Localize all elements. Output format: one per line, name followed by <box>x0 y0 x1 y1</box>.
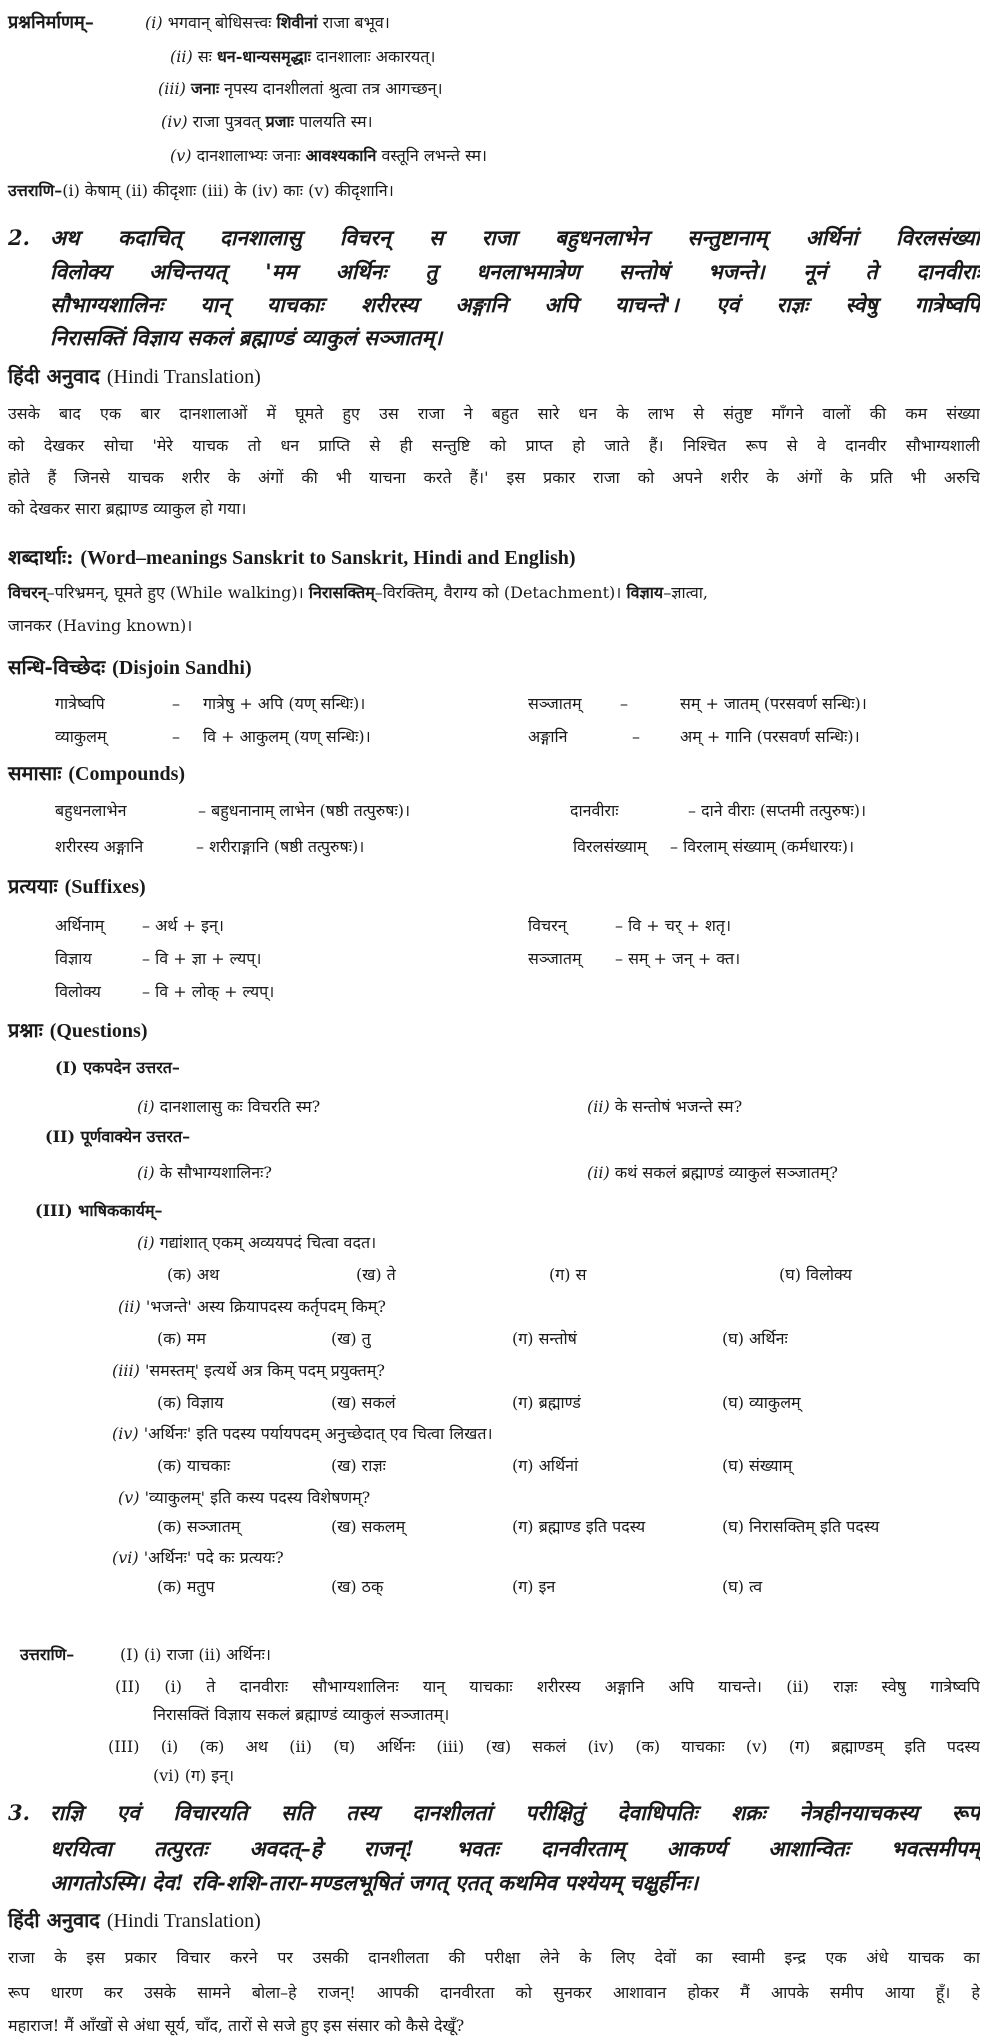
question-number: (i) <box>137 1233 155 1252</box>
suffix-split: – वि + चर् + शतृ। <box>615 916 732 935</box>
question-text: गद्यांशात् एकम् अव्ययपदं चित्वा वदत। <box>159 1233 377 1252</box>
meaning: –ज्ञात्वा, <box>663 583 708 602</box>
heading-hi: हिंदी अनुवाद <box>8 364 100 388</box>
item-number: (v) <box>170 146 192 165</box>
passage-line: सौभाग्यशालिनः यान् याचकाः शरीरस्य अङ्गानि अपि याचन्ते'। एवं राज्ञः स्वेषु गात्रेष्वपि <box>50 292 980 317</box>
answer-line: निरासक्तिं विज्ञाय सकलं ब्रह्माण्डं व्याकुलं सञ्जातम्। <box>153 1705 450 1724</box>
item-bold: आवश्यकानि <box>305 146 377 165</box>
item-text: राजा बभूव। <box>322 13 390 32</box>
passage-number: 2. <box>8 225 30 250</box>
sandhi-dash: – <box>632 727 640 746</box>
item-text: नृपस्य दानशीलतां श्रुत्वा तत्र आगच्छन्। <box>224 79 443 98</box>
question-text: के सन्तोषं भजन्ते स्म? <box>614 1097 743 1116</box>
question-text: दानशालासु कः विचरति स्म? <box>159 1097 321 1116</box>
question-number: (vi) <box>112 1548 139 1567</box>
compound-split: – बहुधनानाम् लाभेन (षष्ठी तत्पुरुषः)। <box>198 801 411 820</box>
heading-en: (Hindi Translation) <box>106 366 261 388</box>
translation-line: को देखकर सोचा 'मेरे याचक तो धन प्राप्ति से ही सन्तुष्टि को प्राप्त हो जाते हैं। निश्चित रूप से वे दानवीर सौभाग्यशाली <box>8 436 980 455</box>
answer-line: (I) (i) राजा (ii) अर्थिनः। <box>120 1645 271 1664</box>
answers-label: उत्तराणि– <box>8 181 63 200</box>
item-number: (iii) <box>158 79 186 98</box>
suffix-split: – वि + ज्ञा + ल्यप्। <box>142 949 262 968</box>
item-text: सः <box>197 47 212 66</box>
item-number: (i) <box>145 13 163 32</box>
question-group-label: (II) पूर्णवाक्येन उत्तरत– <box>45 1127 191 1146</box>
option: (क) याचकाः <box>157 1456 231 1475</box>
option: (ग) स <box>549 1265 587 1284</box>
question <box>587 1095 742 1119</box>
q-formation-label: प्रश्ननिर्माणम्– <box>8 12 94 33</box>
option: (घ) अर्थिनः <box>722 1329 788 1348</box>
sandhi-word: सञ्जातम् <box>528 694 582 713</box>
item-number: (ii) <box>170 47 193 66</box>
suffix-split: – वि + लोक् + ल्यप्। <box>142 982 275 1001</box>
passage-line: धरयित्वा तत्पुरतः अवदत्–हे राजन्! भवतः दानवीरताम् आकर्ण्य आशान्वितः भवत्समीपम् <box>50 1836 980 1861</box>
suffix-word: अर्थिनाम् <box>55 916 105 935</box>
option: (घ) त्व <box>722 1577 763 1596</box>
q-formation-item <box>158 77 443 101</box>
word-meanings-line <box>8 581 708 605</box>
item-text: वस्तूनि लभन्ते स्म। <box>381 146 487 165</box>
sandhi-word: व्याकुलम् <box>55 727 107 746</box>
translation-line: को देखकर सारा ब्रह्माण्ड व्याकुल हो गया। <box>8 499 247 518</box>
item-bold: धन-धान्यसमृद्धाः <box>216 47 311 66</box>
section-heading-sandhi <box>8 653 252 681</box>
option: (ख) ते <box>356 1265 396 1284</box>
sandhi-split: सम् + जातम् (परसवर्ण सन्धिः)। <box>680 694 867 713</box>
option: (ख) तु <box>331 1329 371 1348</box>
option: (ग) ब्रह्माण्डं <box>512 1393 581 1412</box>
question-text: कथं सकलं ब्रह्माण्डं व्याकुलं सञ्जातम्? <box>614 1163 839 1182</box>
translation-line: रूप धारण कर उसके सामने बोला–हे राजन्! आपकी दानवीरता को सुनकर आशावान होकर मैं आपके समीप आया हूँ। हे <box>8 1983 980 2002</box>
passage-line: आगतोऽस्मि। देव! रवि-शशि-तारा-मण्डलभूषितं जगत् एतत् कथमिव पश्येयम् चक्षुर्हीनः। <box>50 1870 699 1895</box>
translation-line: होते हैं जिनसे याचक शरीर के अंगों की भी याचना करते हैं।' इस प्रकार राजा को अपने शरीर के अंगों के प्रति भी अरुचि <box>8 468 980 487</box>
heading-en: (Word–meanings Sanskrit to Sanskrit, Hindi and English) <box>80 547 576 569</box>
question-number: (iv) <box>112 1424 139 1443</box>
question-number: (v) <box>118 1488 140 1507</box>
question-group-label: (III) भाषिककार्यम्– <box>35 1201 163 1220</box>
item-text: पालयति स्म। <box>299 112 373 131</box>
heading-hi: हिंदी अनुवाद <box>8 1908 100 1932</box>
answers-text: (i) केषाम् (ii) कीदृशाः (iii) के (iv) काः (v) कीदृशानि। <box>62 181 394 200</box>
passage-line: विलोक्य अचिन्तयत् 'मम अर्थिनः तु धनलाभमात्रेण सन्तोषं भजन्ते। नूनं ते दानवीराः <box>50 259 980 284</box>
item-text: भगवान् बोधिसत्त्वः <box>167 13 272 32</box>
suffix-split: – अर्थ + इन्। <box>142 916 224 935</box>
heading-hi: शब्दार्थाः <box>8 545 67 569</box>
passage-line: राज्ञि एवं विचारयति सति तस्य दानशीलतां परीक्षितुं देवाधिपतिः शक्रः नेत्रहीनयाचकस्य रूपं <box>50 1800 980 1825</box>
q-formation-item <box>145 11 390 35</box>
compound-split: – दाने वीराः (सप्तमी तत्पुरुषः)। <box>688 801 867 820</box>
question <box>118 1486 370 1510</box>
sandhi-word: अङ्गानि <box>528 727 568 746</box>
section-heading-questions <box>8 1016 148 1044</box>
question-text: 'अर्थिनः' पदे कः प्रत्ययः? <box>143 1548 284 1567</box>
sandhi-word: गात्रेष्वपि <box>55 694 105 713</box>
q-formation-item <box>161 110 373 134</box>
question-number: (i) <box>137 1097 155 1116</box>
answer-line: (vi) (ग) इन्। <box>153 1766 235 1785</box>
question <box>112 1359 385 1383</box>
suffix-word: विज्ञाय <box>55 949 92 968</box>
compound-split: – शरीराङ्गानि (षष्ठी तत्पुरुषः)। <box>196 837 365 856</box>
passage-number: 3. <box>8 1800 30 1825</box>
answer-line: (II) (i) ते दानवीराः सौभाग्यशालिनः यान् याचकाः शरीरस्य अङ्गानि अपि याचन्ते। (ii) राज्ञः स्वेषु गात्रेष्वपि <box>115 1677 980 1696</box>
heading-hi: समासाः <box>8 761 62 785</box>
item-text: दानशालाः अकारयत्। <box>315 47 436 66</box>
compound-word: विरलसंख्याम् <box>573 837 647 856</box>
section-heading-compounds <box>8 759 185 787</box>
compound-word: बहुधनलाभेन <box>55 801 127 820</box>
option: (क) विज्ञाय <box>157 1393 224 1412</box>
compound-word: दानवीराः <box>570 801 619 820</box>
translation-line: महाराज! मैं आँखों से अंधा सूर्य, चाँद, तारों से सजे हुए इस संसार को कैसे देखूँ? <box>8 2016 465 2035</box>
option: (ग) ब्रह्माण्ड इति पदस्य <box>512 1517 646 1536</box>
translation-line: उसके बाद एक बार दानशालाओं में घूमते हुए उस राजा ने बहुत सारे धन के लाभ से संतुष्ट माँगने वालों की कम संख्या <box>8 404 980 423</box>
question-text: 'व्याकुलम्' इति कस्य पदस्य विशेषणम्? <box>144 1488 371 1507</box>
option: (ख) सकलम् <box>331 1517 406 1536</box>
compound-split: – विरलाम् संख्याम् (कर्मधारयः)। <box>670 837 855 856</box>
heading-hi: प्रश्नाः <box>8 1018 43 1042</box>
compound-word: शरीरस्य अङ्गानि <box>55 837 144 856</box>
question <box>137 1231 376 1255</box>
question-group-label: (I) एकपदेन उत्तरत– <box>55 1058 180 1077</box>
question <box>587 1161 838 1185</box>
question-number: (ii) <box>587 1097 610 1116</box>
section-heading-word-meanings: शब्दार्थाः: (Word–meanings Sanskrit to Sanskrit, Hindi and English) <box>8 545 576 569</box>
heading-en: (Questions) <box>49 1020 148 1042</box>
question-text: 'भजन्ते' अस्य क्रियापदस्य कर्तृपदम् किम्? <box>145 1297 386 1316</box>
suffix-word: सञ्जातम् <box>528 949 582 968</box>
item-number: (iv) <box>161 112 188 131</box>
option: (क) मतुप <box>157 1577 215 1596</box>
word: विज्ञाय <box>626 583 664 602</box>
heading-en: (Hindi Translation) <box>106 1910 261 1932</box>
suffix-split: – सम् + जन् + क्त। <box>615 949 741 968</box>
question-number: (i) <box>137 1163 155 1182</box>
option: (घ) निरासक्तिम् इति पदस्य <box>722 1517 880 1536</box>
passage-line: अथ कदाचित् दानशालासु विचरन् स राजा बहुधनलाभेन सन्तुष्टानाम् अर्थिनां विरलसंख्यां <box>50 225 980 250</box>
sandhi-dash: – <box>172 727 180 746</box>
section-heading-translation <box>8 1906 261 1934</box>
option: (घ) व्याकुलम् <box>722 1393 801 1412</box>
question-text: 'अर्थिनः' इति पदस्य पर्यायपदम् अनुच्छेदात् एव चित्वा लिखत। <box>143 1424 493 1443</box>
sandhi-dash: – <box>620 694 628 713</box>
option: (ख) राज्ञः <box>331 1456 386 1475</box>
question-text: 'समस्तम्' इत्यर्थे अत्र किम् पदम् प्रयुक्तम्? <box>144 1361 385 1380</box>
question-number: (ii) <box>587 1163 610 1182</box>
option: (ग) अर्थिनां <box>512 1456 579 1475</box>
q-formation-item <box>170 45 435 69</box>
heading-en: (Compounds) <box>68 763 186 785</box>
question <box>112 1546 284 1570</box>
heading-hi: प्रत्ययाः <box>8 874 58 898</box>
question-number: (iii) <box>112 1361 140 1380</box>
option: (ख) सकलं <box>331 1393 396 1412</box>
question <box>137 1095 320 1119</box>
section-heading-suffixes <box>8 872 146 900</box>
option: (क) अथ <box>167 1265 220 1284</box>
item-text: राजा पुत्रवत् <box>192 112 261 131</box>
word: निरासक्तिम् <box>308 583 375 602</box>
question-number: (ii) <box>118 1297 141 1316</box>
option: (घ) विलोक्य <box>779 1265 852 1284</box>
answers-1 <box>8 179 394 203</box>
question-text: के सौभाग्यशालिनः? <box>159 1163 272 1182</box>
sandhi-split: अम् + गानि (परसवर्ण सन्धिः)। <box>680 727 860 746</box>
option: (क) सञ्जातम् <box>157 1517 241 1536</box>
option: (घ) संख्याम् <box>722 1456 793 1475</box>
item-bold: शिवीनां <box>276 13 318 32</box>
sandhi-split: गात्रेषु + अपि (यण् सन्धिः)। <box>203 694 366 713</box>
option: (ग) सन्तोषं <box>512 1329 577 1348</box>
sandhi-dash: – <box>172 694 180 713</box>
heading-hi: सन्धि-विच्छेदः <box>8 655 106 679</box>
suffix-word: विचरन् <box>528 916 567 935</box>
section-heading-translation <box>8 362 261 390</box>
option: (ख) ठक् <box>331 1577 384 1596</box>
suffix-word: विलोक्य <box>55 982 101 1001</box>
option: (ग) इन <box>512 1577 556 1596</box>
meaning: –परिभ्रमन्, घूमते हुए (While walking)। <box>46 583 304 602</box>
passage-line: निरासक्तिं विज्ञाय सकलं ब्रह्माण्डं व्याकुलं सञ्जातम्। <box>50 325 443 350</box>
answer-line: (III) (i) (क) अथ (ii) (घ) अर्थिनः (iii) (ख) सकलं (iv) (क) याचकाः (v) (ग) ब्रह्माण्डम् इति पदस्य <box>108 1737 980 1756</box>
sandhi-split: वि + आकुलम् (यण् सन्धिः)। <box>203 727 371 746</box>
q-formation-item <box>170 144 487 168</box>
word: विचरन् <box>8 583 47 602</box>
heading-en: (Suffixes) <box>64 876 146 898</box>
question <box>112 1422 493 1446</box>
item-bold: जनाः <box>190 79 220 98</box>
meaning: –विरक्तिम्, वैराग्य को (Detachment)। <box>374 583 622 602</box>
item-text: दानशालाभ्यः जनाः <box>196 146 301 165</box>
item-bold: प्रजाः <box>265 112 294 131</box>
question <box>118 1295 386 1319</box>
question <box>137 1161 272 1185</box>
answers-label: उत्तराणि– <box>20 1645 75 1664</box>
word-meanings-line: जानकर (Having known)। <box>8 616 193 635</box>
option: (क) मम <box>157 1329 206 1348</box>
heading-en: (Disjoin Sandhi) <box>112 657 252 679</box>
translation-line: राजा के इस प्रकार विचार करने पर उसकी दानशीलता की परीक्षा लेने के लिए देवों का स्वामी इन्द्र एक अंधे याचक का <box>8 1948 980 1967</box>
